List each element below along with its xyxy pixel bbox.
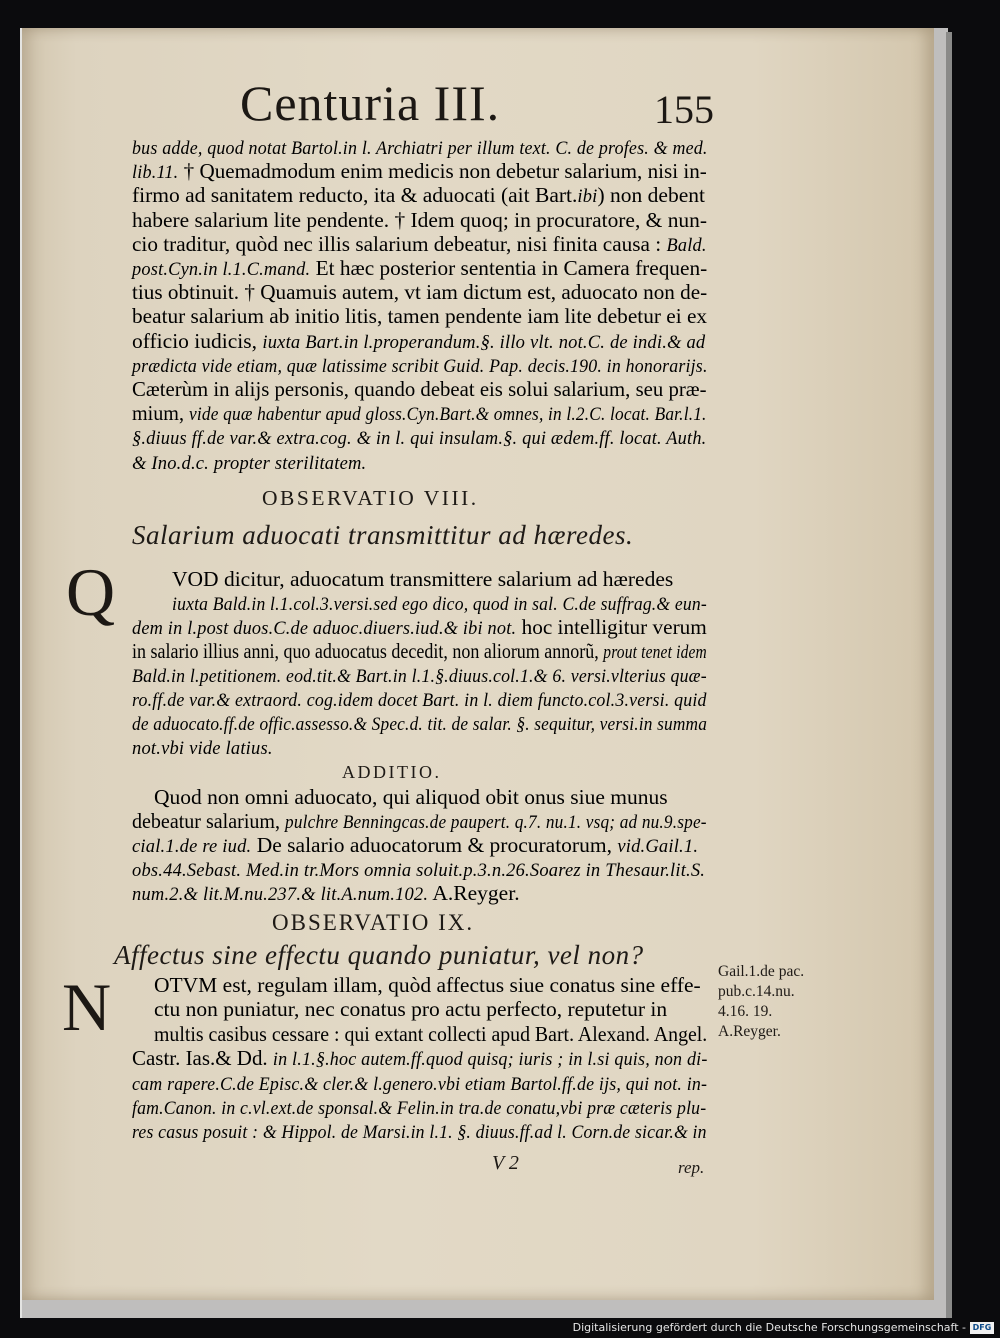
italic-segment: iuxta Bald.in l.1.col.3.versi.sed ego dico, quod in sal. C.de suffrag.& eun- — [172, 595, 707, 615]
text-line — [154, 784, 668, 810]
additio-heading: ADDITIO. — [342, 762, 442, 782]
italic-segment: & Ino.d.c. propter sterilitatem. — [132, 453, 367, 474]
roman-segment: Et hæc posterior sententia in Camera frequen- — [310, 256, 708, 280]
roman-segment: beatur salarium ab initio litis, tamen pendente iam lite debetur ei ex — [132, 304, 708, 329]
dfg-logo: DFG — [970, 1322, 994, 1334]
italic-segment: cam rapere.C.de Episc.& cler.& l.genero.vbi etiam Bartol.ff.de ijs, qui not. in- — [132, 1074, 708, 1095]
roman-segment: tius obtinuit. † Quamuis autem, vt iam dictum est, aduocato non de- — [132, 280, 708, 305]
italic-segment: in l.1.§.hoc autem.ff.quod quisq; iuris ; in l.si quis, non di- — [272, 1050, 708, 1071]
italic-segment: obs.44.Sebast. Med.in tr.Mors omnia soluit.p.3.n.26.Soarez in Thesaur.lit.S. — [132, 861, 706, 881]
roman-segment: ) non debent — [597, 183, 705, 208]
roman-segment: debeatur salarium, — [132, 809, 286, 833]
roman-segment: habere salarium lite pendente. † Idem quoq; in procuratore, & nun- — [132, 207, 708, 232]
text-line — [132, 1118, 707, 1146]
text-line — [154, 972, 701, 998]
observatio-8-subtitle: Salarium aduocati transmittitur ad hæredes. — [132, 520, 634, 550]
italic-segment: bus adde, quod notat Bartol.in l. Archiatri per illum text. C. de profes. & med. — [132, 139, 708, 159]
scan-edge-strip — [946, 32, 952, 1318]
italic-segment: iuxta Bart.in l.properandum.§. illo vlt. not.C. de indi.& ad — [262, 332, 706, 353]
catchword: rep. — [678, 1158, 705, 1177]
roman-segment: † Quemadmodum enim medicis non debetur salarium, nisi in- — [178, 159, 707, 184]
italic-segment: prout tenet idem — [603, 643, 707, 663]
running-title: Centuria III. — [240, 75, 501, 131]
text-line — [132, 734, 273, 762]
roman-segment: firmo ad sanitatem reducto, ita & aduocati (ait Bart. — [132, 183, 578, 208]
book-page — [22, 28, 934, 1300]
roman-segment: in salario illius anni, quo aduocatus decedit, non aliorum annorũ, — [132, 639, 604, 663]
italic-segment: not.vbi vide latius. — [132, 739, 273, 759]
observatio-8-title: OBSERVATIO VIII. — [262, 486, 479, 510]
italic-segment: pulchre Benningcas.de paupert. q.7. nu.1. vsq; ad nu.9.spe- — [285, 813, 707, 833]
roman-segment: De salario aduocatorum & procuratorum, — [251, 833, 618, 857]
observatio-9-dropcap: N — [62, 969, 112, 1045]
roman-segment: Quod non omni aduocato, qui aliquod obit onus siue munus — [154, 785, 668, 809]
text-line — [132, 279, 707, 305]
text-line — [154, 1021, 707, 1047]
text-line — [132, 303, 707, 329]
observatio-9-title: OBSERVATIO IX. — [272, 910, 475, 935]
roman-segment: Castr. Ias.& Dd. — [132, 1046, 273, 1071]
italic-segment: dem in l.post duos.C.de aduoc.diuers.iud.& ibi not. — [132, 619, 517, 639]
observatio-9-subtitle: Affectus sine effectu quando puniatur, vel non? — [114, 940, 644, 970]
digitization-credit: Digitalisierung gefördert durch die Deutsche Forschungsgemeinschaft - — [572, 1321, 966, 1334]
italic-segment: §.diuus ff.de var.& extra.cog. & in l. qui insulam.§. qui ædem.ff. locat. Auth. — [132, 429, 707, 450]
roman-segment: ctu non puniatur, nec conatus pro actu perfecto, reputetur in — [154, 997, 668, 1022]
text-line — [132, 376, 707, 402]
text-line — [172, 566, 673, 592]
italic-segment: vide quæ habentur apud gloss.Cyn.Bart.& omnes, in l.2.C. locat. Bar.l.1. — [189, 405, 707, 426]
italic-segment: num.2.& lit.M.nu.237.& lit.A.num.102. — [132, 885, 429, 905]
italic-segment: Bald.in l.petitionem. eod.tit.& Bart.in l.1.§.diuus.col.1.& 6. versi.vlterius quæ- — [132, 667, 707, 687]
italic-segment: Bald. — [666, 235, 707, 256]
italic-segment: ibi — [577, 187, 598, 208]
page-number: 155 — [654, 87, 714, 132]
roman-segment: hoc intelligitur verum — [516, 615, 707, 639]
margin-note-line: pub.c.14.nu. — [718, 983, 795, 1000]
italic-segment: de aduocato.ff.de offic.assesso.& Spec.d. tit. de salar. §. sequitur, versi.in summa — [132, 715, 708, 735]
italic-segment: cial.1.de re iud. — [132, 837, 252, 857]
roman-segment: A.Reyger. — [428, 881, 520, 905]
text-line — [154, 996, 667, 1022]
roman-segment: Cæterùm in alijs personis, quando debeat eis solui salarium, seu præ- — [132, 377, 707, 401]
text-line — [132, 880, 520, 908]
italic-segment: fam.Canon. in c.vl.ext.de sponsal.& Felin.in tra.de conatu,vbi præ cæteris plu- — [132, 1099, 707, 1119]
roman-segment: mium, — [132, 401, 190, 426]
observatio-8-dropcap: Q — [66, 554, 116, 630]
italic-segment: vid.Gail.1. — [617, 837, 699, 857]
roman-segment: VOD dicitur, aduocatum transmittere salarium ad hæredes — [172, 567, 674, 591]
text-line — [132, 207, 707, 233]
roman-segment: officio iudicis, — [132, 328, 263, 353]
margin-note-line: 4.16. 19. — [718, 1003, 773, 1020]
italic-segment: ro.ff.de var.& extraord. cog.idem docet Bart. in l. diem functo.col.3.versi. quid — [132, 691, 707, 711]
italic-segment: prædicta vide etiam, quæ latissime scribit Guid. Pap. decis.190. in honorarijs. — [132, 356, 708, 377]
italic-segment: post.Cyn.in l.1.C.mand. — [132, 260, 311, 280]
roman-segment: OTVM est, regulam illam, quòd affectus siue conatus sine effe- — [154, 973, 701, 997]
italic-segment: lib.11. — [132, 163, 179, 184]
margin-note-line: Gail.1.de pac. — [718, 963, 805, 980]
roman-segment: multis casibus cessare : qui extant collecti apud Bart. Alexand. Angel. — [154, 1021, 708, 1046]
roman-segment: cio traditur, quòd nec illis salarium debeatur, nisi finita causa : — [132, 231, 667, 256]
signature-mark: V 2 — [492, 1152, 519, 1174]
italic-segment: res casus posuit : & Hippol. de Marsi.in l.1. §. diuus.ff.ad l. Corn.de sicar.& in — [132, 1123, 707, 1144]
margin-note-line: A.Reyger. — [718, 1023, 781, 1040]
text-line — [132, 449, 366, 477]
